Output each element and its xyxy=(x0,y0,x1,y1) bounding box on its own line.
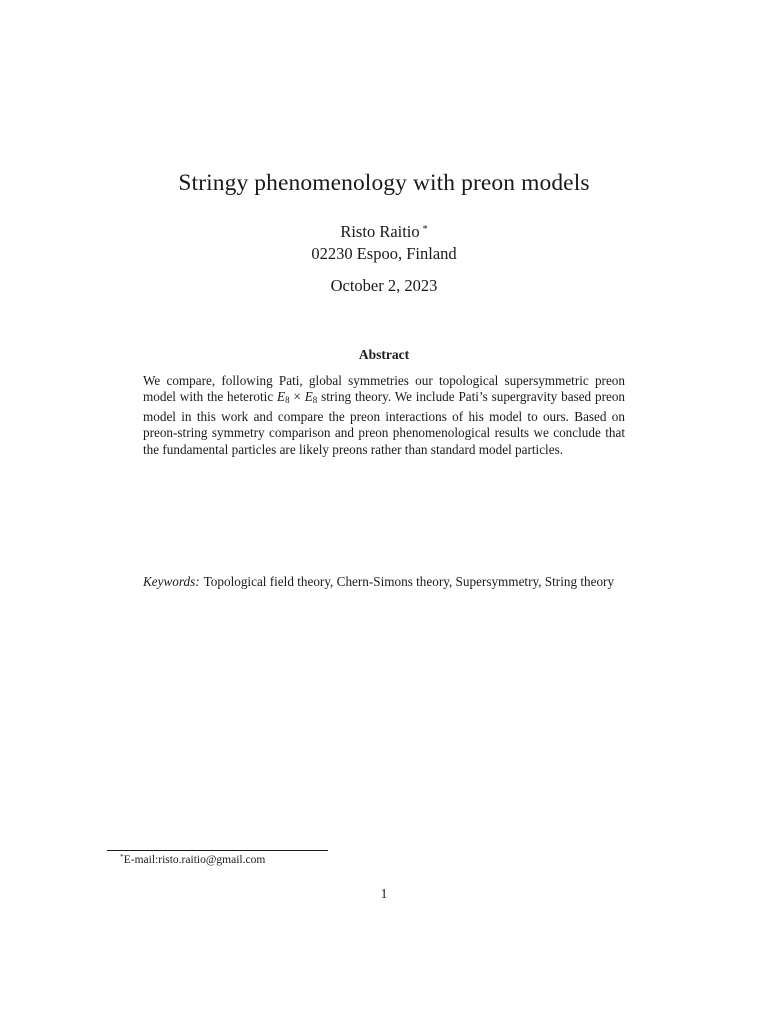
keywords xyxy=(143,574,635,591)
keywords-text: Topological field theory, Chern-Simons theory, Supersymmetry, String theory xyxy=(203,574,615,589)
footnote-mark: * xyxy=(120,852,124,861)
paper-title: Stringy phenomenology with preon models xyxy=(178,170,590,196)
footnote-email: E-mail:risto.raitio@gmail.com xyxy=(123,854,266,866)
footnote-rule xyxy=(107,850,328,851)
paper-date: October 2, 2023 xyxy=(330,276,438,295)
e8-symbol-second: E xyxy=(304,389,313,405)
keywords-label: Keywords: xyxy=(143,574,200,589)
author-block xyxy=(0,219,768,265)
author-line xyxy=(0,219,768,243)
author-name: Risto Raitio xyxy=(340,222,420,241)
author-footnote-mark: * xyxy=(422,224,428,235)
e8-subscript: 8 xyxy=(285,395,290,406)
times-symbol: × xyxy=(289,389,305,405)
e8-subscript-second: 8 xyxy=(312,395,318,406)
abstract-text-part2: string theory. We include Pati’s supergravity based preon model in this work and compare the preon interactions of his model to ours. Based on preon-string symmetry comparison and preon phenomenological results we conclude that the fundamental particles are likely preons rather than standard model particles. xyxy=(143,389,626,457)
page-number: 1 xyxy=(380,886,388,901)
author-affiliation: 02230 Espoo, Finland xyxy=(311,244,457,263)
abstract-body xyxy=(143,373,625,458)
e8-symbol: E xyxy=(277,389,286,405)
abstract-heading: Abstract xyxy=(358,347,410,362)
footnote xyxy=(120,852,265,866)
abstract-text-part1: We compare, following Pati, global symmetries our topological supersymmetric preon model with the heterotic xyxy=(143,373,625,405)
